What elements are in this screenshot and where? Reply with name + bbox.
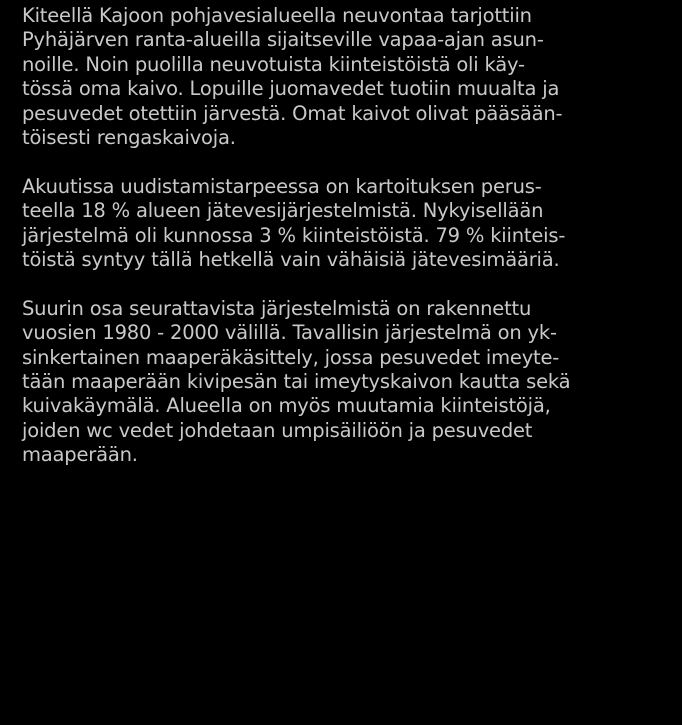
text-line: töisesti rengaskaivoja. — [22, 126, 236, 150]
paragraph-3 — [22, 297, 672, 468]
text-line: järjestelmä oli kunnossa 3 % kiinteistöistä. 79 % kiinteis- — [22, 223, 566, 247]
text-line: teella 18 % alueen jätevesijärjestelmistä. Nykyisellään — [22, 199, 544, 223]
text-line: kuivakäymälä. Alueella on myös muutamia kiinteistöjä, — [22, 394, 551, 418]
text-line: Suurin osa seurattavista järjestelmistä on rakennettu — [22, 296, 532, 320]
paragraph-2 — [22, 175, 672, 273]
text-line: noille. Noin puolilla neuvotuista kiinteistöistä oli käy- — [22, 52, 525, 76]
text-line: joiden wc vedet johdetaan umpisäiliöön ja pesuvedet — [22, 418, 533, 442]
text-line: töistä syntyy tällä hetkellä vain vähäisiä jätevesimääriä. — [22, 248, 560, 272]
paragraph-1 — [22, 4, 672, 150]
text-line: maaperään. — [22, 443, 138, 467]
text-line: sinkertainen maaperäkäsittely, jossa pesuvedet imeyte- — [22, 345, 560, 369]
body-text — [22, 4, 672, 468]
text-line: tössä oma kaivo. Lopuille juomavedet tuotiin muualta ja — [22, 77, 560, 101]
text-line: Akuutissa uudistamistarpeessa on kartoituksen perus- — [22, 174, 542, 198]
text-line: vuosien 1980 - 2000 välillä. Tavallisin järjestelmä on yk- — [22, 321, 557, 345]
text-line: Pyhäjärven ranta-alueilla sijaitseville vapaa-ajan asun- — [22, 28, 544, 52]
text-line: pesuvedet otettiin järvestä. Omat kaivot olivat pääsään- — [22, 101, 563, 125]
text-line: Kiteellä Kajoon pohjavesialueella neuvontaa tarjottiin — [22, 4, 532, 27]
text-line: tään maaperään kivipesän tai imeytyskaivon kautta sekä — [22, 370, 571, 394]
